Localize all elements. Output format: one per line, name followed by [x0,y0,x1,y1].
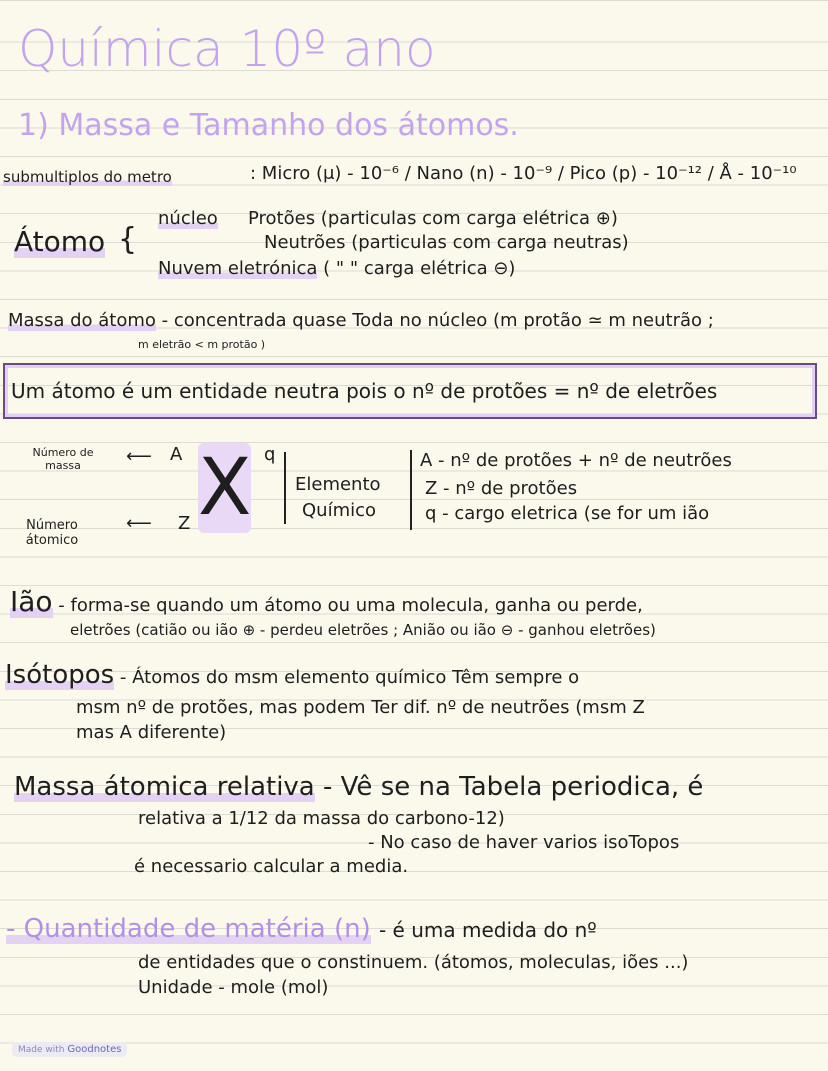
numero-massa-label: Número de massa [32,446,94,472]
quantidade-line2: de entidades que o constinuem. (átomos, moleculas, iões ...) [138,952,689,973]
submultiplos-text: : Micro (μ) - 10⁻⁶ / Nano (n) - 10⁻⁹ / Pico (p) - 10⁻¹² / Å - 10⁻¹⁰ [250,163,797,184]
iao-label: Ião [10,585,53,618]
isotopos-line3: mas A diferente) [76,722,227,743]
massa-relativa-line2: relativa a 1/12 da massa do carbono-12) [138,808,505,829]
massa-relativa-line1: - Vê se na Tabela periodica, é [323,772,704,802]
definition-a: A - nº de protões + nº de neutrões [420,450,732,471]
massa-relativa-line4: é necessario calcular a media. [134,856,409,877]
nucleo-label: núcleo [158,208,218,229]
isotopos-line2: msm nº de protões, mas podem Ter dif. nº de neutrões (msm Z [76,697,645,718]
definition-q: q - cargo eletrica (se for um ião [425,503,710,524]
iao-line2: eletrões (catião ou ião ⊕ - perdeu eletrões ; Anião ou ião ⊖ - ganhou eletrões) [70,621,656,639]
nuvem-text: ( " " carga elétrica ⊖) [323,258,516,279]
arrow-left-icon: ⟵ [126,513,152,534]
numero-atomico-label: Número átomico [25,518,79,548]
protoes-text: Protões (particulas com carga elétrica ⊕) [248,208,618,229]
atomo-label: Átomo [14,225,106,258]
isotopos-line1: - Átomos do msm elemento químico Têm sempre o [119,667,580,688]
badge-prefix: Made with [18,1045,65,1055]
symbol-q: q [264,444,276,465]
box-text: Um átomo é um entidade neutra pois o nº de protões = nº de eletrões [11,379,718,403]
badge-brand: Goodnotes [67,1044,122,1055]
symbol-z: Z [178,513,191,534]
symbol-a: A [170,444,183,465]
element-symbol: X [198,443,252,533]
nuvem-label: Nuvem eletrónica [158,258,318,279]
quantidade-line1: - é uma medida do nº [378,918,597,942]
section-heading: 1) Massa e Tamanho dos átomos. [18,108,519,143]
definition-z: Z - nº de protões [425,478,578,499]
goodnotes-badge[interactable] [12,1042,127,1057]
quimico-label: Químico [302,500,377,521]
massa-label: Massa do átomo [8,310,156,331]
page-title: Química 10º ano [18,20,436,78]
highlight-box [3,363,817,419]
submultiplos-label: submultiplos do metro [3,168,172,186]
quantidade-label: - Quantidade de matéria (n) [6,914,371,944]
brace-icon: { [118,222,138,257]
arrow-left-icon: ⟵ [126,446,152,467]
quantidade-line3: Unidade - mole (mol) [138,977,329,998]
neutroes-text: Neutrões (particulas com carga neutras) [264,232,629,253]
massa-text: - concentrada quase Toda no núcleo (m protão ≃ m neutrão ; [161,310,714,331]
bracket [284,452,286,524]
elemento-label: Elemento [295,474,381,495]
divider [410,450,412,530]
massa-text-2: m eletrão < m protão ) [138,338,266,351]
massa-relativa-label: Massa átomica relativa [14,772,315,802]
isotopos-label: Isótopos [5,660,115,690]
iao-line1: - forma-se quando um átomo ou uma molecula, ganha ou perde, [58,595,643,616]
massa-relativa-line3: - No caso de haver varios isoTopos [368,832,680,853]
